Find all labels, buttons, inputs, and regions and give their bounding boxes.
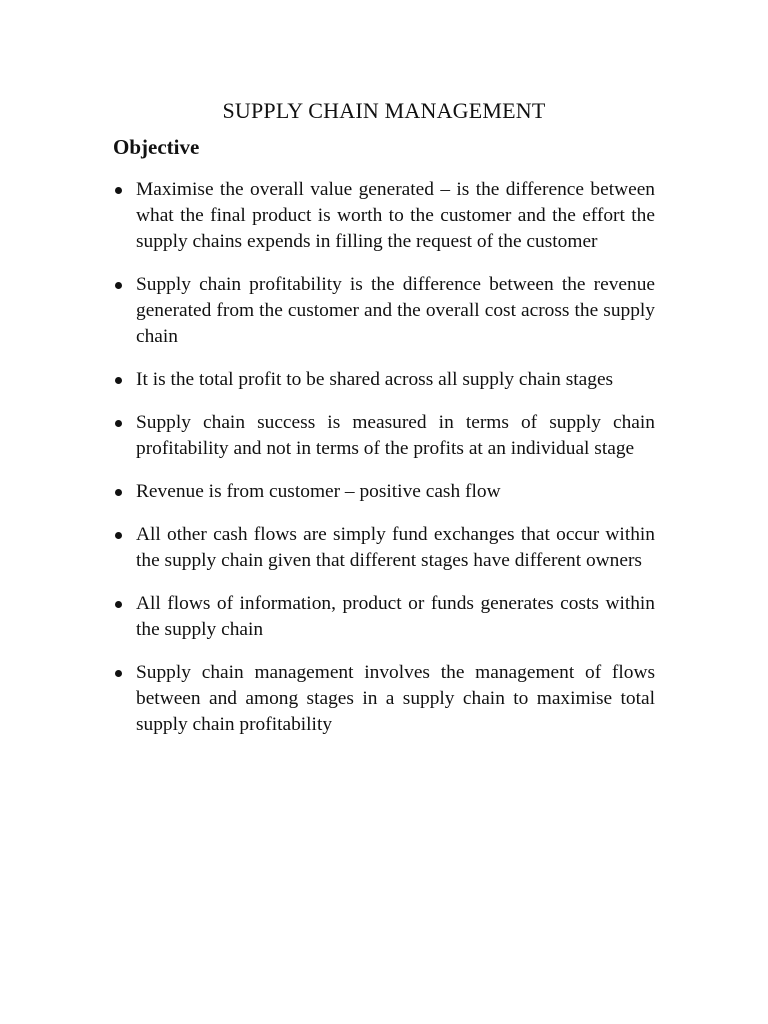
bullet-icon (115, 601, 122, 608)
bullet-item (113, 522, 655, 574)
bullet-icon (115, 377, 122, 384)
bullet-icon (115, 670, 122, 677)
bullet-icon (115, 420, 122, 427)
bullet-text: It is the total profit to be shared across all supply chain stages (136, 369, 614, 390)
bullet-item (113, 272, 655, 350)
bullet-item (113, 479, 655, 505)
bullet-text: Supply chain profitability is the difference between the revenue generated from the customer and the overall cost across the supply chain (136, 274, 655, 347)
section-heading-objective: Objective (113, 135, 200, 159)
bullet-item (113, 660, 655, 738)
bullet-item (113, 367, 655, 393)
bullet-item (113, 177, 655, 255)
bullet-icon (115, 532, 122, 539)
bullet-text: Supply chain management involves the management of flows between and among stages in a supply chain to maximise total supply chain profitability (136, 662, 655, 735)
bullet-text: Supply chain success is measured in terms of supply chain profitability and not in terms of the profits at an individual stage (136, 412, 655, 459)
bullet-icon (115, 187, 122, 194)
bullet-icon (115, 489, 122, 496)
bullet-text: Maximise the overall value generated – is the difference between what the final product is worth to the customer and the effort the supply chains expends in filling the request of the customer (136, 179, 655, 252)
bullet-item (113, 591, 655, 643)
bullet-text: All flows of information, product or funds generates costs within the supply chain (136, 593, 655, 640)
objective-bullet-list (113, 177, 655, 755)
document-title: SUPPLY CHAIN MANAGEMENT (222, 98, 546, 123)
bullet-text: Revenue is from customer – positive cash flow (136, 481, 501, 502)
bullet-icon (115, 282, 122, 289)
bullet-text: All other cash flows are simply fund exchanges that occur within the supply chain given that different stages have different owners (136, 524, 655, 571)
bullet-item (113, 410, 655, 462)
